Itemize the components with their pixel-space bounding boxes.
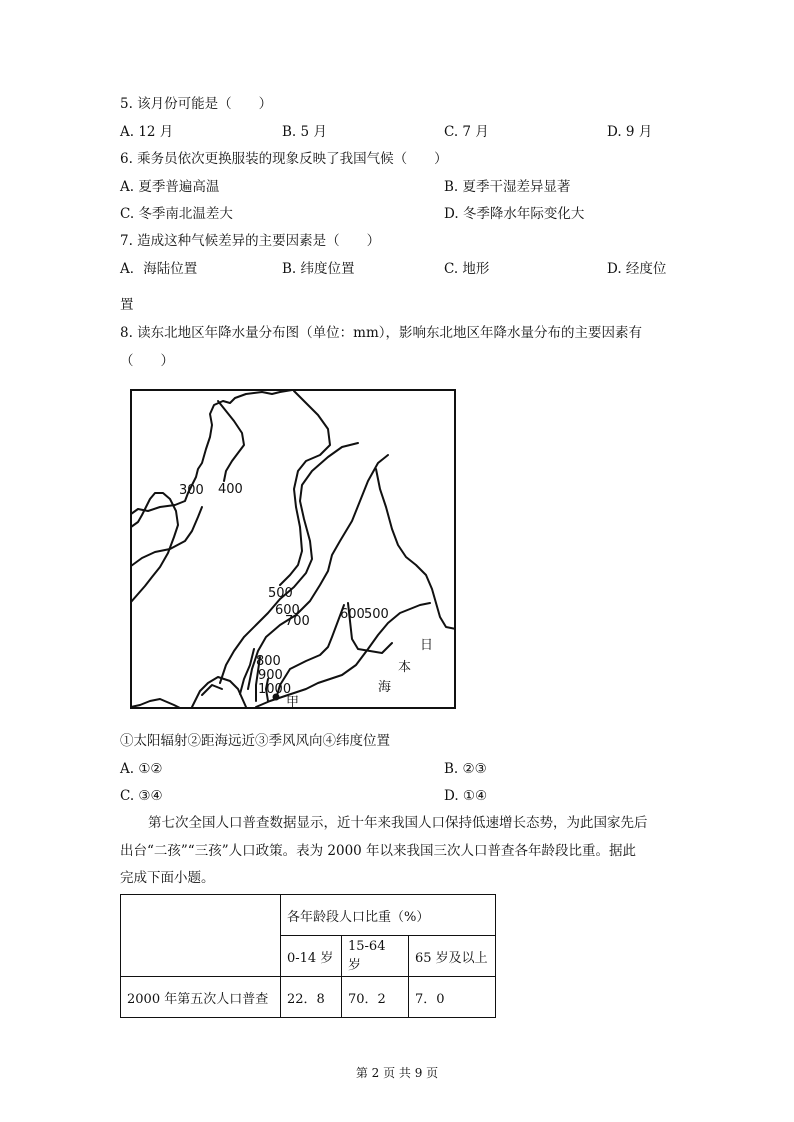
table-group-header: 各年龄段人口比重（%） (281, 895, 496, 936)
label-300: 300 (179, 483, 204, 498)
label-500-west: 500 (268, 586, 293, 601)
q8-option-d: D. ①④ (444, 788, 488, 804)
q7-option-c: C. 地形 (444, 261, 490, 277)
table-col-header: 0-14 岁 (281, 936, 342, 977)
question-8-stem-paren: （ ） (120, 353, 174, 369)
table-cell: 70．2 (342, 977, 409, 1018)
q7-option-d-wrap: 置 (120, 297, 134, 313)
q6-option-c: C. 冬季南北温差大 (120, 206, 233, 222)
passage-line-2: 出台“二孩”“三孩”人口政策。表为 2000 年以来我国三次人口普查各年龄段比重。据此 (120, 843, 637, 859)
q5-option-d: D. 9 月 (607, 124, 653, 140)
q8-option-c: C. ③④ (120, 788, 163, 804)
table-cell: 22．8 (281, 977, 342, 1018)
q6-option-b: B. 夏季干湿差异显著 (444, 179, 571, 195)
table-row-label: 2000 年第五次人口普查 (121, 977, 281, 1018)
q8-option-b: B. ②③ (444, 761, 487, 777)
label-800: 800 (256, 654, 281, 669)
label-hai: 海 (378, 680, 392, 695)
table-col-header: 15-64 岁 (342, 936, 409, 977)
question-6-stem: 6. 乘务员依次更换服装的现象反映了我国气候（ ） (120, 151, 448, 167)
question-5-stem: 5. 该月份可能是（ ） (120, 96, 273, 112)
question-8-stem: 8. 读东北地区年降水量分布图（单位：mm），影响东北地区年降水量分布的主要因素有 (120, 325, 643, 341)
q6-option-d: D. 冬季降水年际变化大 (444, 206, 585, 222)
q7-option-d: D. 经度位 (607, 261, 667, 277)
population-table (120, 894, 496, 1018)
label-1000: 1000 (258, 682, 292, 697)
table-row (121, 977, 496, 1018)
label-700: 700 (285, 614, 310, 629)
label-jia: 甲 (286, 695, 300, 709)
label-ben: 本 (398, 660, 412, 675)
label-600-west: 600 (275, 603, 300, 618)
label-900: 900 (258, 668, 283, 683)
passage-line-3: 完成下面小题。 (120, 870, 215, 886)
page-footer: 第 2 页 共 9 页 (355, 1066, 439, 1080)
q5-option-c: C. 7 月 (444, 124, 489, 140)
q6-option-a: A. 夏季普遍高温 (120, 179, 220, 195)
table-col-header: 65 岁及以上 (409, 936, 496, 977)
label-600-east: 600 (340, 607, 365, 622)
q7-option-a: A．海陆位置 (120, 261, 198, 277)
q8-option-a: A. ①② (120, 761, 163, 777)
label-400: 400 (218, 482, 243, 497)
table-corner-cell (121, 895, 281, 977)
passage-line-1: 第七次全国人口普查数据显示，近十年来我国人口保持低速增长态势，为此国家先后 (148, 815, 648, 831)
precipitation-map (130, 389, 456, 709)
question-8-factors: ①太阳辐射②距海远近③季风风向④纬度位置 (120, 733, 390, 749)
question-7-stem: 7. 造成这种气候差异的主要因素是（ ） (120, 233, 381, 249)
label-500-east: 500 (364, 607, 389, 622)
table-cell: 7．0 (409, 977, 496, 1018)
label-ri: 日 (420, 638, 434, 653)
q5-option-b: B. 5 月 (282, 124, 327, 140)
q7-option-b: B. 纬度位置 (282, 261, 355, 277)
q5-option-a: A. 12 月 (120, 124, 174, 140)
